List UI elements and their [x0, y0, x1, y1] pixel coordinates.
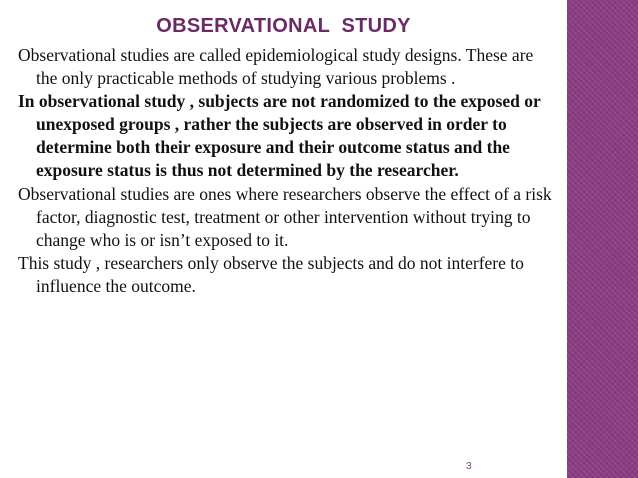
paragraph-no-interference: This study , researchers only observe the subjects and do not interfere to influence the outcome.	[18, 252, 524, 296]
paragraph-observational-definition: Observational studies are called epidemiological study designs. These are the only practicable methods of studying various problems .	[18, 45, 534, 89]
page-number: 3	[466, 461, 472, 472]
decorative-side-band	[567, 0, 638, 478]
slide-content	[18, 44, 554, 298]
paragraph-researchers-observe: Observational studies are ones where researchers observe the effect of a risk factor, diagnostic test, treatment or other intervention without trying to change who is or isn’t exposed to it.	[18, 183, 552, 250]
paragraph-randomization-note: In observational study , subjects are not randomized to the exposed or unexposed groups , rather the subjects are observed in order to determine both their exposure and their outcome status and the exposure status is thus not determined by the researcher.	[18, 91, 541, 181]
slide-title: OBSERVATIONAL STUDY	[156, 15, 411, 37]
